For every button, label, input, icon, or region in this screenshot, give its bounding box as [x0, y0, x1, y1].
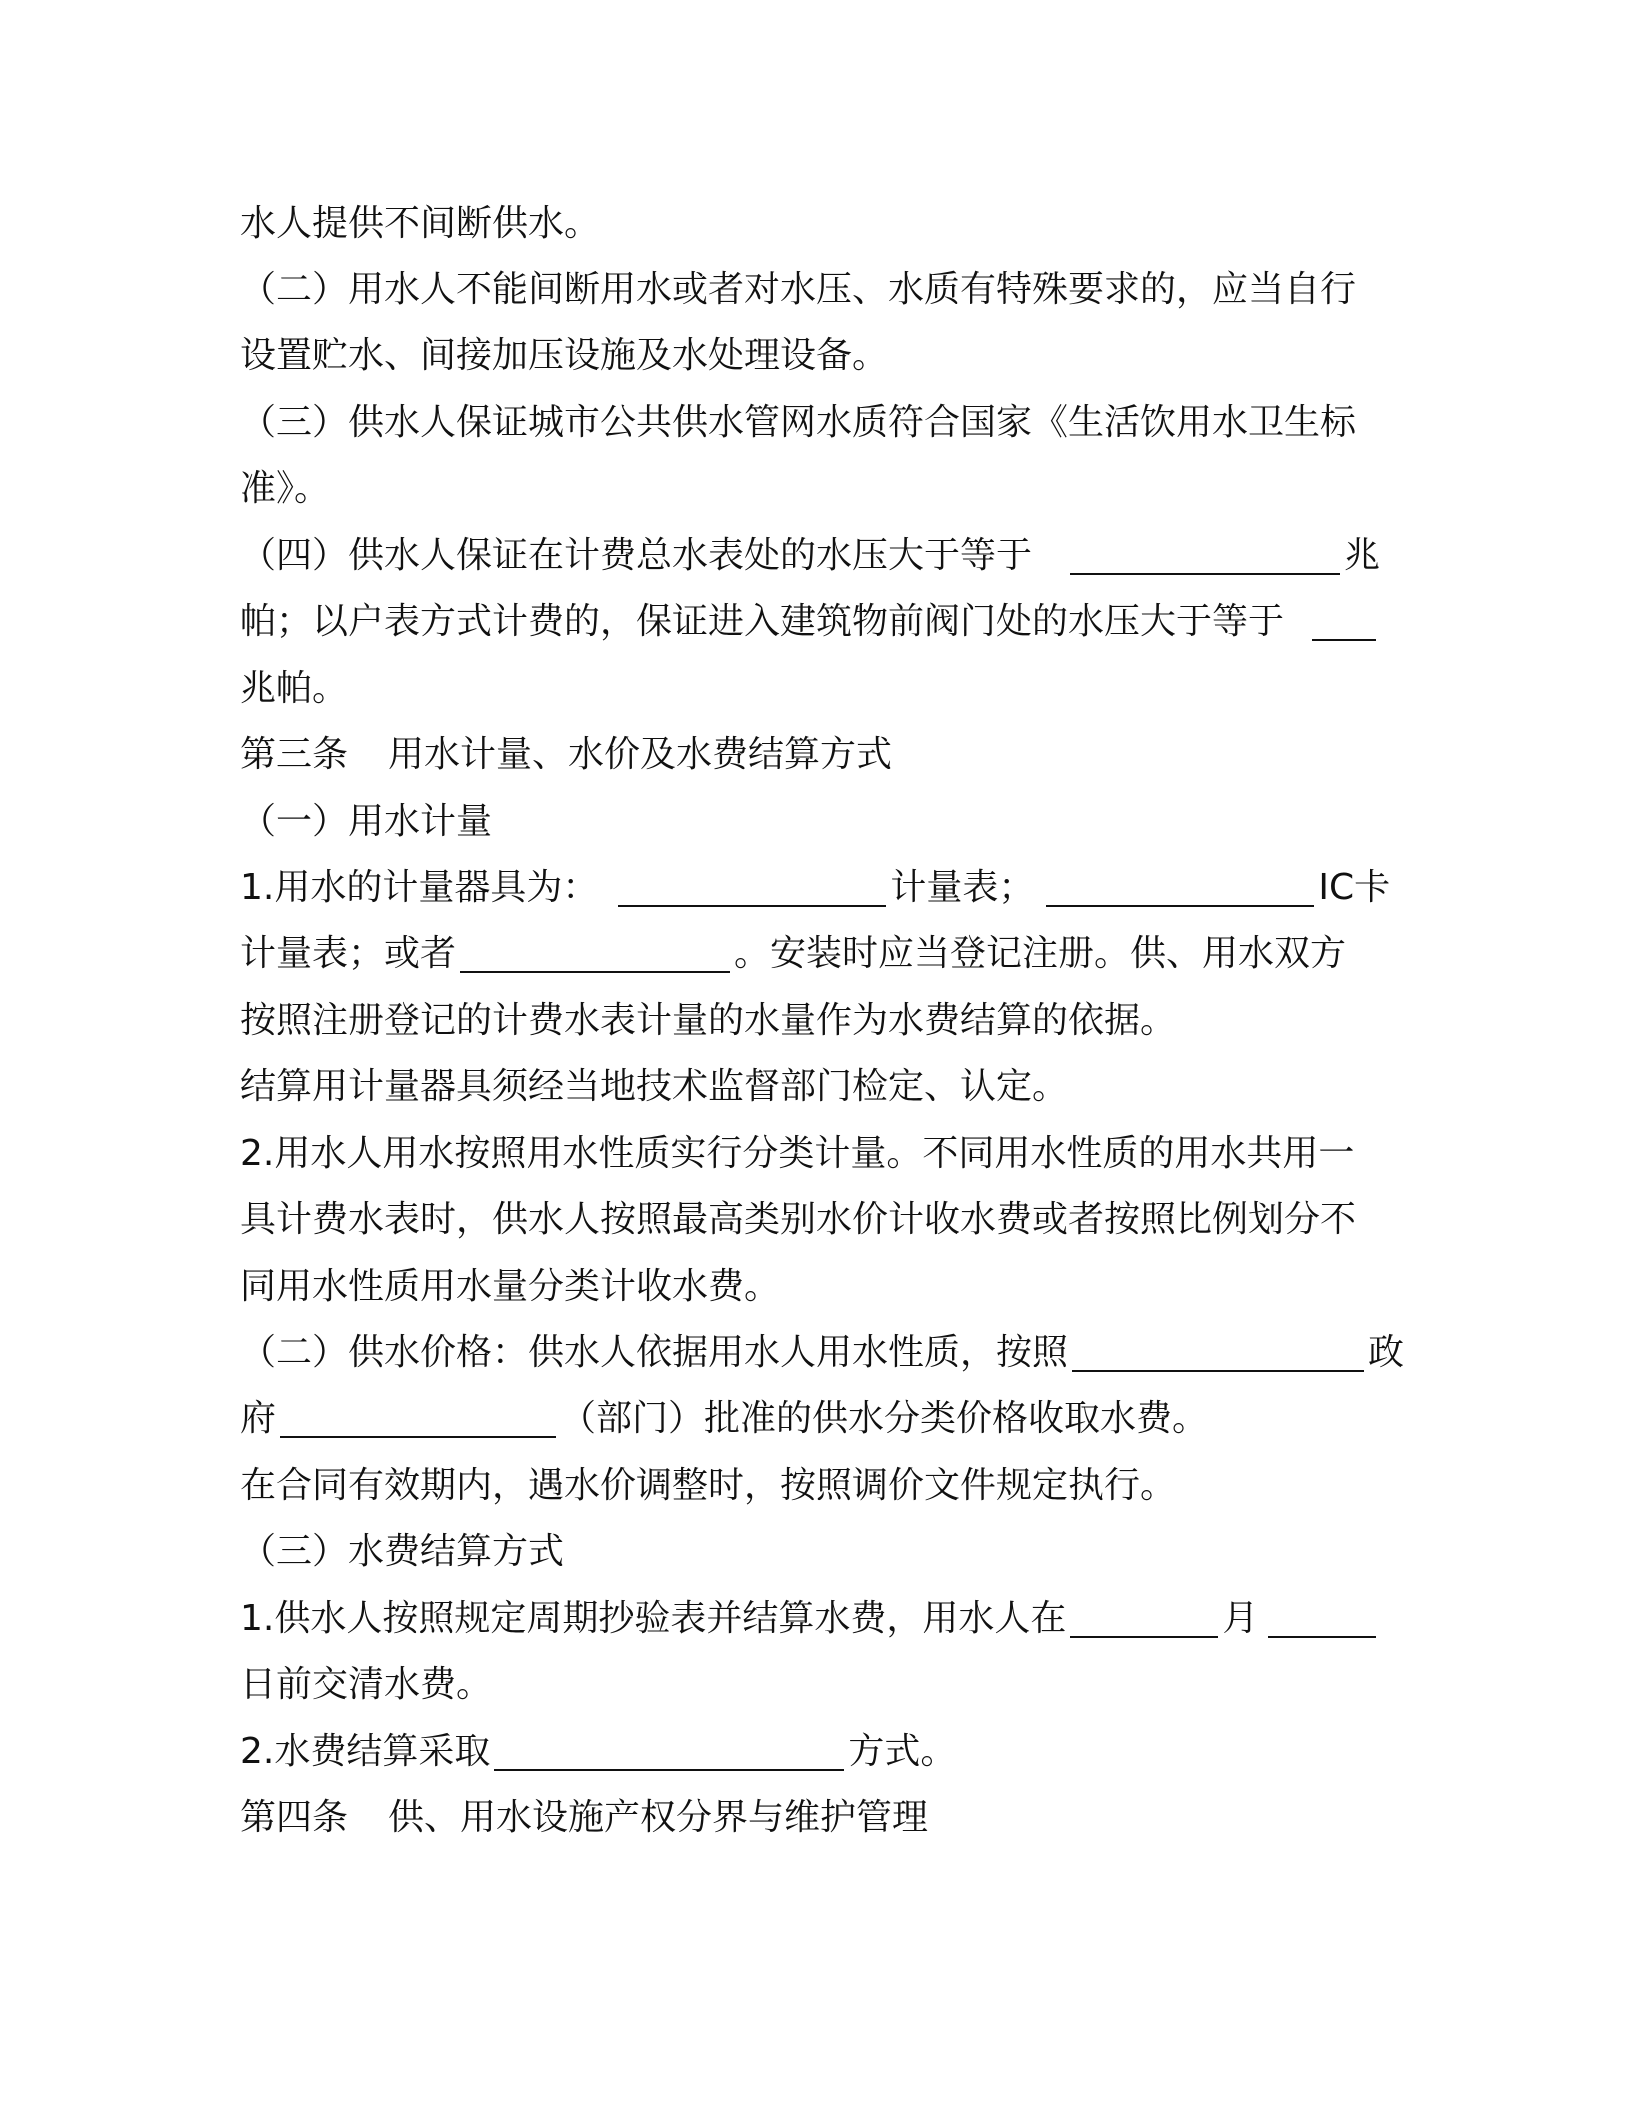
- text: 兆帕。: [240, 668, 349, 709]
- section-heading: [240, 1518, 1380, 1586]
- text-line: [240, 1718, 1380, 1786]
- article-title: 供、用水设施产权分界与维护管理: [388, 1797, 929, 1838]
- text: 府: [240, 1398, 277, 1439]
- text: 计量表；或者: [240, 933, 457, 974]
- article-title: 用水计量、水价及水费结算方式: [388, 734, 893, 775]
- text-line: [240, 655, 1380, 723]
- article-heading: [240, 1784, 1380, 1852]
- text-line: [240, 1452, 1380, 1520]
- text-line: [240, 322, 1380, 390]
- text-line: [240, 1053, 1380, 1121]
- text: IC卡: [1318, 867, 1391, 908]
- text-line: [240, 455, 1380, 523]
- text-line: [240, 1186, 1380, 1254]
- fill-in-blank[interactable]: [1072, 1334, 1364, 1372]
- text: 准》。: [240, 468, 331, 509]
- text-line: [240, 256, 1380, 324]
- article-number: 第三条: [240, 734, 349, 775]
- text-line: [240, 389, 1380, 457]
- text: （部门）批准的供水分类价格收取水费。: [560, 1398, 1209, 1439]
- text-line: [240, 522, 1380, 590]
- text: 1.用水的计量器具为：: [240, 867, 599, 908]
- article-heading: [240, 721, 1380, 789]
- text-line: [240, 920, 1380, 988]
- text-line: [240, 1385, 1380, 1453]
- fill-in-blank[interactable]: [1312, 603, 1376, 641]
- text: 按照注册登记的计费水表计量的水量作为水费结算的依据。: [240, 1000, 1177, 1041]
- text: 日前交清水费。: [240, 1664, 493, 1705]
- text: 政: [1368, 1332, 1405, 1373]
- text: 具计费水表时，供水人按照最高类别水价计收水费或者按照比例划分不: [240, 1199, 1357, 1240]
- text-line: [240, 1120, 1380, 1188]
- text-line: [240, 1585, 1380, 1653]
- fill-in-blank[interactable]: [1268, 1600, 1376, 1638]
- text: 1.供水人按照规定周期抄验表并结算水费，用水人在: [240, 1598, 1067, 1639]
- text-line: [240, 1253, 1380, 1321]
- text-line: [240, 588, 1380, 656]
- text: 。安装时应当登记注册。供、用水双方: [734, 933, 1347, 974]
- fill-in-blank[interactable]: [460, 935, 730, 973]
- text: （二）供水价格：供水人依据用水人用水性质，按照: [240, 1332, 1069, 1373]
- section-heading: [240, 788, 1380, 856]
- text: 2.水费结算采取: [240, 1731, 491, 1772]
- text: （三）水费结算方式: [240, 1531, 565, 1572]
- fill-in-blank[interactable]: [280, 1400, 556, 1438]
- fill-in-blank[interactable]: [1070, 537, 1340, 575]
- text-line: [240, 190, 1380, 258]
- text: （一）用水计量: [240, 801, 493, 842]
- fill-in-blank[interactable]: [494, 1733, 844, 1771]
- text-line: [240, 1651, 1380, 1719]
- text: （二）用水人不能间断用水或者对水压、水质有特殊要求的，应当自行: [240, 269, 1357, 310]
- text: （三）供水人保证城市公共供水管网水质符合国家《生活饮用水卫生标: [240, 402, 1357, 443]
- text: 同用水性质用水量分类计收水费。: [240, 1266, 781, 1307]
- text: 兆: [1343, 535, 1380, 576]
- text: 设置贮水、间接加压设施及水处理设备。: [240, 335, 889, 376]
- fill-in-blank[interactable]: [1070, 1600, 1218, 1638]
- text: 方式。: [848, 1731, 957, 1772]
- fill-in-blank[interactable]: [618, 869, 886, 907]
- text: （四）供水人保证在计费总水表处的水压大于等于: [240, 535, 1033, 576]
- text-line: [240, 1319, 1405, 1387]
- text-line: [240, 854, 1391, 922]
- fill-in-blank[interactable]: [1046, 869, 1314, 907]
- text: 结算用计量器具须经当地技术监督部门检定、认定。: [240, 1066, 1069, 1107]
- text-line: [240, 987, 1380, 1055]
- text: 在合同有效期内，遇水价调整时，按照调价文件规定执行。: [240, 1465, 1177, 1506]
- text: 水人提供不间断供水。: [240, 203, 601, 244]
- text: 帕；以户表方式计费的，保证进入建筑物前阀门处的水压大于等于: [240, 601, 1285, 642]
- text: 2.用水人用水按照用水性质实行分类计量。不同用水性质的用水共用一: [240, 1133, 1355, 1174]
- text: 计量表；: [890, 867, 1035, 908]
- text: 月: [1222, 1598, 1259, 1639]
- article-number: 第四条: [240, 1797, 349, 1838]
